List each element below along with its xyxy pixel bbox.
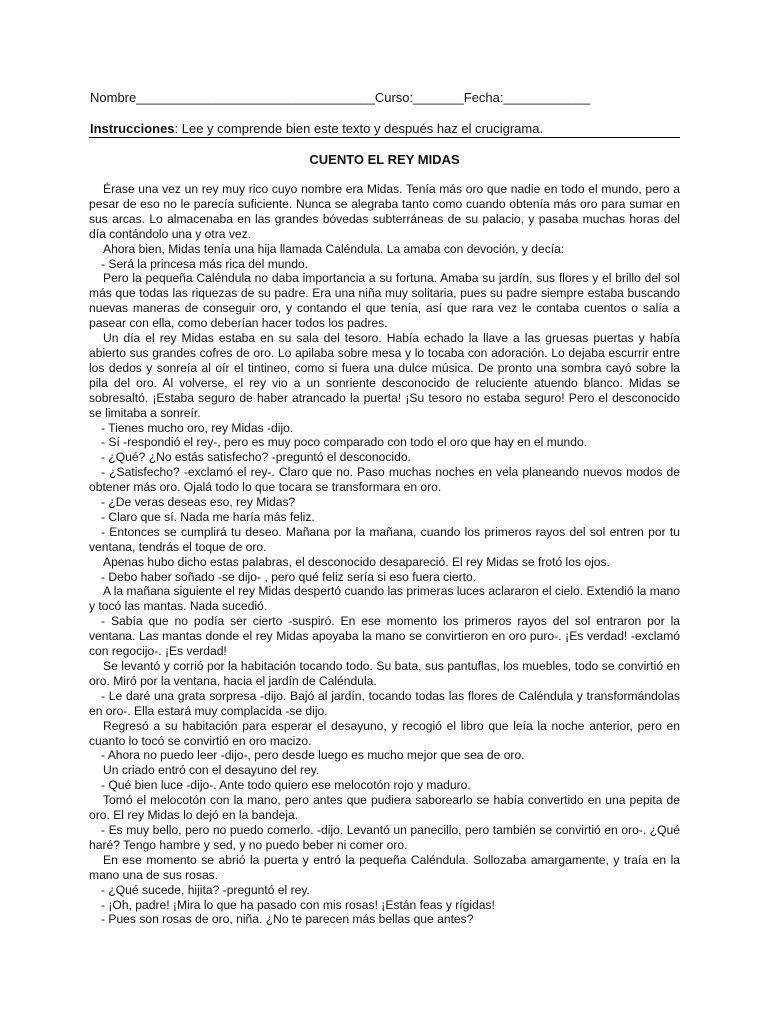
story-paragraph: - Será la princesa más rica del mundo. — [101, 256, 309, 271]
instructions — [90, 121, 680, 136]
story-paragraph: - Tienes mucho oro, rey Midas -dijo. — [101, 420, 294, 435]
story-paragraph: Un día el rey Midas estaba en su sala del tesoro. Había echado la llave a las gruesas puertas y había abierto sus grandes cofres de oro. Lo apilaba sobre mesa y lo tocaba con adoración. Lo dejaba escurrir entre los dedos y sonreía al oír el tintineo, como si fuera una dulce música. De pronto una sombra cayó sobre la pila del oro. Al volverse, el rey vio a un sonriente desconocido de reluciente atuendo blanco. Midas se sobresaltó. ¡Estaba seguro de haber atrancado la puerta! ¡Su tesoro no estaba seguro! Pero el desconocido se limitaba a sonreír. — [89, 331, 680, 420]
story-paragraph: - ¿Satisfecho? -exclamó el rey-. Claro que no. Paso muchas noches en vela planeando nuevos modos de obtener más oro. Ojalá todo lo que tocara se transformara en oro. — [89, 465, 680, 495]
curso-blank: _______ — [413, 90, 464, 105]
story-paragraph: Ahora bien, Midas tenía una hija llamada Caléndula. La amaba con devoción, y decía: — [103, 241, 565, 256]
story-paragraph: Regresó a su habitación para esperar el desayuno, y recogió el libro que leía la noche anterior, pero en cuanto lo tocó se convirtió en oro macizo. — [89, 718, 680, 748]
story-paragraph: - Ahora no puedo leer -dijo-, pero desde luego es mucho mejor que sea de oro. — [101, 748, 525, 763]
instructions-label: Instrucciones — [90, 121, 175, 136]
instructions-text: : Lee y comprende bien este texto y después haz el crucigrama. — [174, 121, 544, 136]
story-paragraph: - ¡Oh, padre! ¡Mira lo que ha pasado con mis rosas! ¡Están feas y rígidas! — [101, 897, 495, 912]
story-paragraph: - Es muy bello, pero no puedo comerlo. -dijo. Levantó un panecillo, pero también se convirtió en oro-. ¿Qué haré? Tengo hambre y sed, y no puedo beber ni comer oro. — [89, 822, 680, 852]
story-paragraph: - Qué bien luce -dijo-. Ante todo quiero ese melocotón rojo y maduro. — [101, 778, 471, 793]
story-paragraph: Se levantó y corrió por la habitación tocando todo. Su bata, sus pantuflas, los muebles, todo se convirtió en oro. Miró por la ventana, hacia el jardín de Caléndula. — [89, 659, 680, 688]
story-paragraph: Un criado entró con el desayuno del rey. — [103, 763, 320, 778]
story-paragraph: - Sí -respondió el rey-, pero es muy poco comparado con todo el oro que hay en el mundo. — [101, 435, 588, 450]
story-paragraph: - Entonces se cumplirá tu deseo. Mañana por la mañana, cuando los primeros rayos del sol entren por tu ventana, tendrás el toque de oro. — [89, 524, 680, 554]
curso-label: Curso: — [374, 90, 414, 105]
story-paragraph: Apenas hubo dicho estas palabras, el desconocido desapareció. El rey Midas se frotó los ojos. — [103, 554, 610, 569]
story-title: CUENTO EL REY MIDAS — [309, 152, 460, 167]
story-paragraph: - Le daré una grata sorpresa -dijo. Bajó al jardín, tocando todas las flores de Caléndula y transformándolas en oro-. Ella estará muy complacida -se dijo. — [89, 688, 680, 718]
divider-rule — [89, 137, 680, 138]
story-paragraph: A la mañana siguiente el rey Midas despertó cuando las primeras luces aclararon el cielo. Extendió la mano y tocó las mantas. Nada sucedió. — [89, 584, 680, 614]
story-paragraph: - ¿Qué sucede, hijita? -preguntó el rey. — [101, 882, 310, 897]
story-paragraph: - Debo haber soñado -se dijo- , pero qué feliz sería si eso fuera cierto. — [101, 569, 477, 584]
story-paragraph: En ese momento se abrió la puerta y entró la pequeña Caléndula. Sollozaba amargamente, y traía en la mano una de sus rosas. — [89, 852, 680, 882]
story-paragraph: - Pues son rosas de oro, niña. ¿No te parecen más bellas que antes? — [101, 912, 474, 927]
nombre-label: Nombre — [90, 90, 137, 105]
nombre-blank: _________________________________ — [136, 90, 375, 105]
fecha-label: Fecha: — [463, 90, 504, 105]
story-body — [89, 182, 680, 927]
story-paragraph: Pero la pequeña Caléndula no daba importancia a su fortuna. Amaba su jardín, sus flores y el brillo del sol más que todas las riquezas de su padre. Era una niña muy solitaria, pues su padre siempre estaba buscando nuevas maneras de conseguir oro, y contando el que tenía, así que rara vez le contaba cuentos o salía a pasear con ella, como deberían hacer todos los padres. — [89, 271, 680, 331]
story-paragraph: Tomó el melocotón con la mano, pero antes que pudiera saborearlo se había convertido en una pepita de oro. El rey Midas lo dejó en la bandeja. — [89, 793, 680, 823]
story-paragraph: Érase una vez un rey muy rico cuyo nombre era Midas. Tenía más oro que nadie en todo el mundo, pero a pesar de eso no le parecía suficiente. Nunca se alegraba tanto como cuando obtenía más oro para sumar en sus arcas. Lo almacenaba en las grandes bóvedas subterráneas de su palacio, y pasaba muchas horas del día contándolo una y otra vez. — [89, 182, 680, 241]
story-paragraph: - Sabía que no podía ser cierto -suspiró. En ese momento los primeros rayos del sol entraron por la ventana. Las mantas donde el rey Midas apoyaba la mano se convirtieron en oro puro-. ¡Es verdad! -exclamó con regocijo-. ¡Es verdad! — [89, 614, 680, 659]
story-paragraph: - ¿Qué? ¿No estás satisfecho? -preguntó el desconocido. — [101, 450, 411, 465]
fecha-blank: ____________ — [503, 90, 591, 105]
story-paragraph: - ¿De veras deseas eso, rey Midas? — [101, 495, 296, 510]
student-info-line — [90, 90, 680, 105]
story-paragraph: - Claro que sí. Nada me haría más feliz. — [101, 509, 315, 524]
